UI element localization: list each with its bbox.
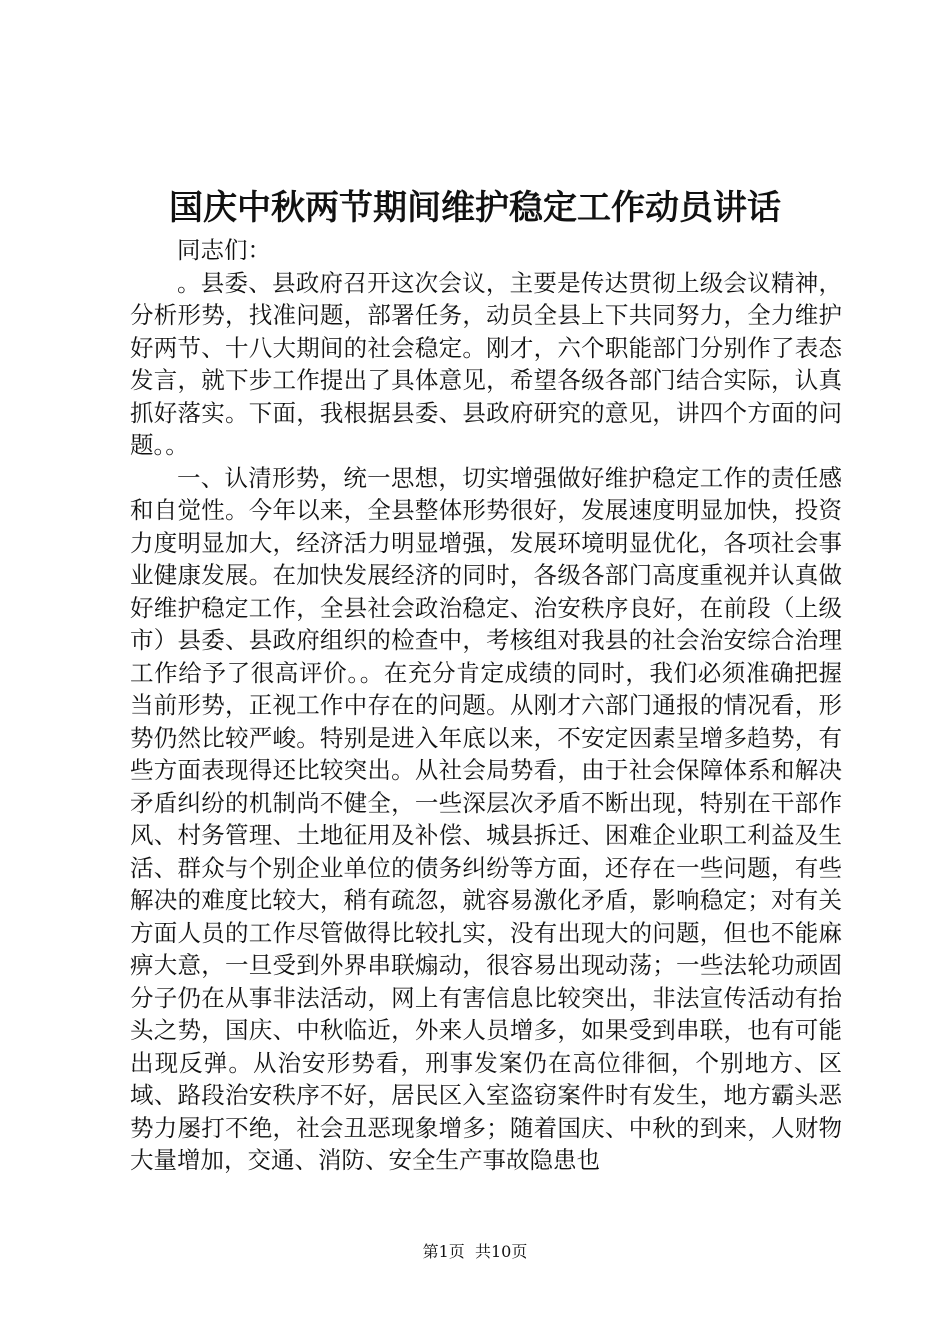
page-footer — [0, 1241, 950, 1263]
page-number: 第1页 — [422, 1242, 465, 1261]
salutation: 同志们： — [177, 236, 271, 264]
document-body — [130, 234, 842, 1177]
document-title: 国庆中秋两节期间维护稳定工作动员讲话 — [169, 188, 781, 228]
paragraph-section-one: 一、认清形势，统一思想，切实增强做好维护稳定工作的责任感和自觉性。今年以来，全县整体形势很好，发展速度明显加快，投资力度明显加大，经济活力明显增强，发展环境明显优化，各项社会事业健康发展。在加快发展经济的同时，各级各部门高度重视并认真做好维护稳定工作，全县社会政治稳定、治安秩序良好，在前段（上级市）县委、县政府组织的检查中，考核组对我县的社会治安综合治理工作给予了很高评价。。在充分肯定成绩的同时，我们必须准确把握当前形势，正视工作中存在的问题。从刚才六部门通报的情况看，形势仍然比较严峻。特别是进入年底以来，不安定因素呈增多趋势，有些方面表现得还比较突出。从社会局势看，由于社会保障体系和解决矛盾纠纷的机制尚不健全，一些深层次矛盾不断出现，特别在干部作风、村务管理、土地征用及补偿、城县拆迁、困难企业职工利益及生活、群众与个别企业单位的债务纠纷等方面，还存在一些问题，有些解决的难度比较大，稍有疏忽，就容易激化矛盾，影响稳定；对有关方面人员的工作尽管做得比较扎实，没有出现大的问题，但也不能麻痹大意，一旦受到外界串联煽动，很容易出现动荡；一些法轮功顽固分子仍在从事非法活动，网上有害信息比较突出，非法宣传活动有抬头之势，国庆、中秋临近，外来人员增多，如果受到串联，也有可能出现反弹。从治安形势看，刑事发案仍在高位徘徊，个别地方、区域、路段治安秩序不好，居民区入室盗窃案件时有发生，地方霸头恶势力屡打不绝，社会丑恶现象增多；随着国庆、中秋的到来，人财物大量增加，交通、消防、安全生产事故隐患也 — [130, 463, 842, 1174]
paragraph-intro: 。县委、县政府召开这次会议，主要是传达贯彻上级会议精神，分析形势，找准问题，部署任务，动员全县上下共同努力，全力维护好两节、十八大期间的社会稳定。刚才，六个职能部门分别作了表态发言，就下步工作提出了具体意见，希望各级各部门结合实际，认真抓好落实。下面，我根据县委、县政府研究的意见，讲四个方面的问题。。 — [130, 268, 842, 459]
page-total: 共10页 — [474, 1242, 528, 1261]
